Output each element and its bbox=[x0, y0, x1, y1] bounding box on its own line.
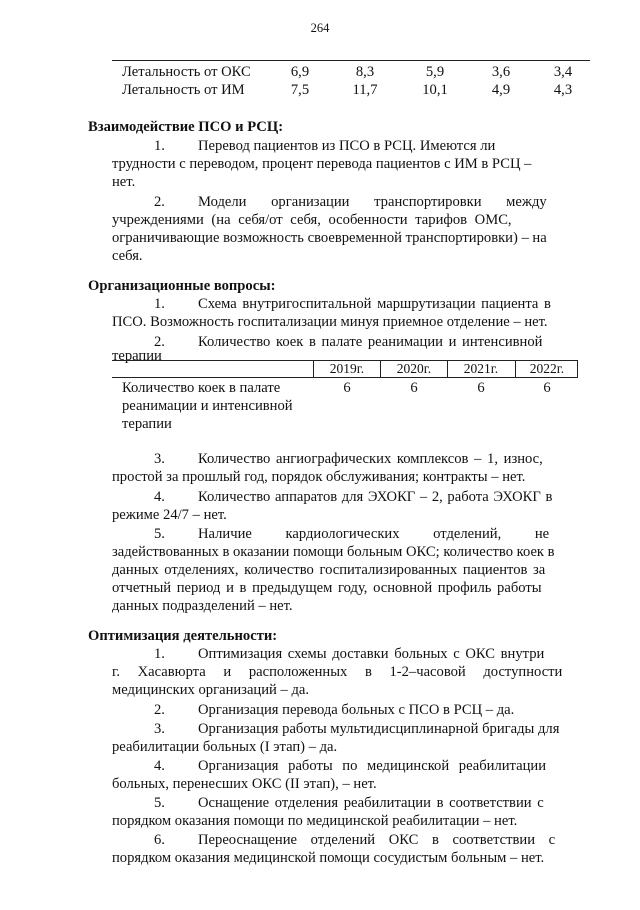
item-number: 2. bbox=[154, 334, 165, 350]
table-cell: 3,4 bbox=[553, 64, 573, 80]
item-line: Переоснащение отделений ОКС в соответствии с bbox=[198, 832, 556, 848]
item-line: учреждениями (на себя/от себя, особенности тарифов ОМС, bbox=[112, 212, 512, 228]
item-number: 6. bbox=[154, 832, 165, 848]
item-line: нет. bbox=[112, 174, 136, 190]
item-line: Организация работы по медицинской реабилитации bbox=[198, 758, 547, 774]
item-line: ограничивающие возможность своевременной транспортировки) – на bbox=[112, 230, 547, 246]
table-header-cell: 2021г. bbox=[463, 361, 499, 376]
item-line: Количество коек в палате реанимации и интенсивной bbox=[198, 334, 543, 350]
item-line: Наличие кардиологических отделений, не bbox=[198, 526, 550, 542]
item-line: задействованных в оказании помощи больным ОКС; количество коек в bbox=[112, 544, 555, 560]
item-number: 2. bbox=[154, 702, 165, 718]
item-line: трудности с переводом, процент перевода пациентов с ИМ в РСЦ – bbox=[112, 156, 532, 172]
item-number: 4. bbox=[154, 758, 165, 774]
table-cell: 7,5 bbox=[290, 82, 310, 98]
item-line: Организация работы мультидисциплинарной бригады для bbox=[198, 721, 560, 737]
item-line: порядком оказания помощи по медицинской реабилитации – нет. bbox=[112, 813, 518, 829]
item-number: 4. bbox=[154, 489, 165, 505]
table-cell: 6,9 bbox=[290, 64, 310, 80]
table-divider bbox=[380, 360, 381, 377]
item-line: Перевод пациентов из ПСО в РСЦ. Имеются ли bbox=[198, 138, 496, 154]
page-number: 264 bbox=[310, 21, 330, 35]
item-line: порядком оказания медицинской помощи сосудистым больным – нет. bbox=[112, 850, 545, 866]
item-line: режиме 24/7 – нет. bbox=[112, 507, 227, 523]
section-heading: Оптимизация деятельности: bbox=[88, 628, 278, 644]
item-line: Организация перевода больных с ПСО в РСЦ – да. bbox=[198, 702, 515, 718]
table-cell: 11,7 bbox=[352, 82, 378, 98]
table-row-label: терапии bbox=[122, 416, 172, 432]
item-line: медицинских организаций – да. bbox=[112, 682, 310, 698]
table-header-cell: 2022г. bbox=[529, 361, 565, 376]
item-line: Модели организации транспортировки между bbox=[198, 194, 547, 210]
table-header-cell: 2020г. bbox=[396, 361, 432, 376]
table-cell: 6 bbox=[410, 380, 418, 396]
item-line: отчетный период и в предыдущем году, основной профиль работы bbox=[112, 580, 542, 596]
table-divider bbox=[577, 360, 578, 377]
table-header-cell: 2019г. bbox=[329, 361, 365, 376]
table-cell: 10,1 bbox=[422, 82, 448, 98]
item-line: Оптимизация схемы доставки больных с ОКС внутри bbox=[198, 646, 545, 662]
item-line: г. Хасавюрта и расположенных в 1-2–часовой доступности bbox=[112, 664, 563, 680]
item-number: 1. bbox=[154, 646, 165, 662]
item-line: Оснащение отделения реабилитации в соответствии с bbox=[198, 795, 544, 811]
item-number: 3. bbox=[154, 721, 165, 737]
item-number: 5. bbox=[154, 526, 165, 542]
item-number: 5. bbox=[154, 795, 165, 811]
section-heading: Взаимодействие ПСО и РСЦ: bbox=[88, 119, 284, 135]
table-top-border bbox=[112, 60, 590, 61]
table-row-label: Летальность от ОКС bbox=[122, 64, 251, 80]
table-cell: 4,9 bbox=[491, 82, 511, 98]
table-divider bbox=[313, 360, 314, 377]
item-number: 1. bbox=[154, 138, 165, 154]
item-line: ПСО. Возможность госпитализации минуя приемное отделение – нет. bbox=[112, 314, 548, 330]
table-cell: 6 bbox=[343, 380, 351, 396]
item-line: терапии bbox=[112, 348, 162, 364]
item-line: Схема внутригоспитальной маршрутизации пациента в bbox=[198, 296, 551, 312]
item-line: данных подразделений – нет. bbox=[112, 598, 293, 614]
item-line: простой за прошлый год, порядок обслуживания; контракты – нет. bbox=[112, 469, 526, 485]
item-line: Количество аппаратов для ЭХОКГ – 2, работа ЭХОКГ в bbox=[198, 489, 553, 505]
table-row-label: Количество коек в палате bbox=[122, 380, 281, 396]
item-number: 3. bbox=[154, 451, 165, 467]
table-row-label: Летальность от ИМ bbox=[122, 82, 245, 98]
table-divider bbox=[515, 360, 516, 377]
item-line: больных, перенесших ОКС (II этап), – нет. bbox=[112, 776, 377, 792]
table-cell: 4,3 bbox=[553, 82, 573, 98]
table-cell: 3,6 bbox=[491, 64, 511, 80]
table-cell: 6 bbox=[543, 380, 551, 396]
table-row-label: реанимации и интенсивной bbox=[122, 398, 293, 414]
table-cell: 5,9 bbox=[425, 64, 445, 80]
item-line: реабилитации больных (I этап) – да. bbox=[112, 739, 338, 755]
table-cell: 6 bbox=[477, 380, 485, 396]
item-line: данных отделениях, количество госпитализированных пациентов за bbox=[112, 562, 546, 578]
item-line: себя. bbox=[112, 248, 143, 264]
table-divider bbox=[447, 360, 448, 377]
section-heading: Организационные вопросы: bbox=[88, 278, 276, 294]
item-line: Количество ангиографических комплексов – 1, износ, bbox=[198, 451, 543, 467]
item-number: 1. bbox=[154, 296, 165, 312]
table-cell: 8,3 bbox=[355, 64, 375, 80]
item-number: 2. bbox=[154, 194, 165, 210]
table-border bbox=[112, 377, 578, 378]
